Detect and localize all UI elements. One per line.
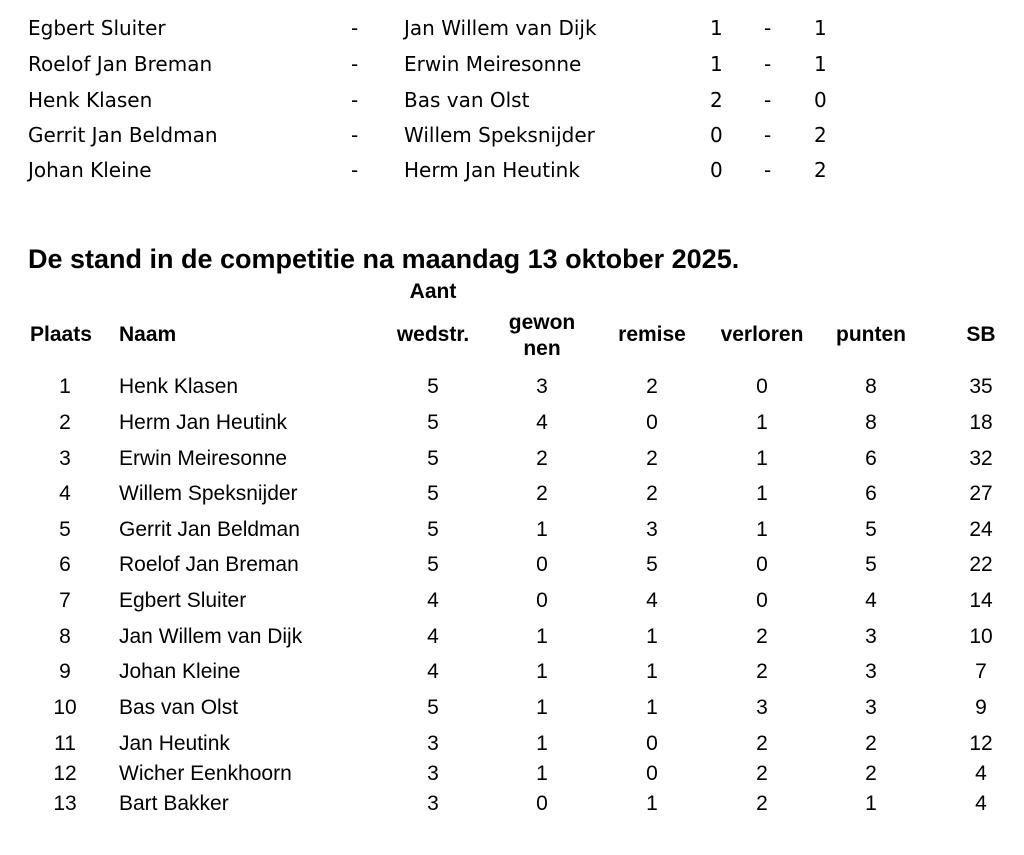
won-cell: 1 [536,660,548,683]
played-cell: 5 [427,696,439,719]
drawn-cell: 1 [646,696,658,719]
drawn-cell: 2 [646,375,658,398]
header-played-line2: wedstr. [396,323,470,346]
played-cell: 3 [427,732,439,755]
points-cell: 8 [865,375,877,398]
away-player: Jan Willem van Dijk [404,16,597,40]
played-cell: 5 [427,375,439,398]
name-cell: Roelof Jan Breman [119,553,299,576]
name-cell: Willem Speksnijder [119,482,298,505]
lost-cell: 2 [756,660,768,683]
rank-cell: 12 [53,762,77,785]
drawn-cell: 1 [646,792,658,815]
sb-cell: 24 [969,518,993,541]
played-cell: 5 [427,447,439,470]
away-player: Herm Jan Heutink [404,158,580,182]
header-won-line2: nen [523,337,561,360]
away-player: Erwin Meiresonne [404,52,582,76]
table-row [0,375,1024,409]
home-player: Gerrit Jan Beldman [28,123,218,147]
score-separator: - [764,123,772,147]
sb-cell: 18 [969,411,993,434]
home-score: 0 [710,123,723,147]
name-cell: Gerrit Jan Beldman [119,518,300,541]
won-cell: 1 [536,625,548,648]
table-row [0,762,1024,796]
played-cell: 4 [427,660,439,683]
rank-cell: 1 [59,375,71,398]
header-sb: SB [966,323,996,346]
table-row [0,732,1024,766]
table-row [0,482,1024,516]
rank-cell: 11 [54,732,76,755]
rank-cell: 13 [53,792,77,815]
played-cell: 3 [427,762,439,785]
points-cell: 2 [865,732,877,755]
won-cell: 2 [536,482,548,505]
score-separator: - [764,158,772,182]
drawn-cell: 1 [646,660,658,683]
won-cell: 0 [536,792,548,815]
played-cell: 5 [427,482,439,505]
won-cell: 2 [536,447,548,470]
table-row [0,696,1024,730]
header-lost: verloren [720,323,804,346]
rank-cell: 4 [59,482,71,505]
home-player: Johan Kleine [28,158,152,182]
match-row [0,16,1024,52]
table-row [0,447,1024,481]
won-cell: 1 [536,696,548,719]
away-score: 2 [814,123,827,147]
away-score: 0 [814,88,827,112]
sb-cell: 27 [969,482,993,505]
table-row [0,660,1024,694]
versus-separator: - [351,88,359,112]
points-cell: 5 [865,553,877,576]
played-cell: 5 [427,518,439,541]
sb-cell: 12 [969,732,993,755]
rank-cell: 7 [59,589,71,612]
lost-cell: 0 [756,553,768,576]
played-cell: 5 [427,553,439,576]
drawn-cell: 2 [646,482,658,505]
points-cell: 3 [865,696,877,719]
rank-cell: 10 [53,696,77,719]
played-cell: 4 [427,625,439,648]
played-cell: 4 [427,589,439,612]
versus-separator: - [351,158,359,182]
name-cell: Herm Jan Heutink [119,411,288,434]
sb-cell: 35 [969,375,993,398]
drawn-cell: 0 [646,411,658,434]
header-won-line1: gewon [508,311,576,334]
won-cell: 0 [536,553,548,576]
home-score: 0 [710,158,723,182]
drawn-cell: 2 [646,447,658,470]
won-cell: 0 [536,589,548,612]
name-cell: Johan Kleine [119,660,241,683]
won-cell: 1 [536,762,548,785]
lost-cell: 2 [756,732,768,755]
rank-cell: 2 [59,411,71,434]
name-cell: Henk Klasen [119,375,239,398]
sb-cell: 4 [975,762,987,785]
versus-separator: - [351,16,359,40]
standings-title: De stand in de competitie na maandag 13 oktober 2025. [28,244,740,274]
match-row [0,123,1024,159]
header-played-line1: Aant [409,280,457,303]
sb-cell: 32 [969,447,993,470]
table-row [0,589,1024,623]
points-cell: 1 [865,792,877,815]
sb-cell: 9 [975,696,987,719]
home-player: Henk Klasen [28,88,153,112]
drawn-cell: 3 [646,518,658,541]
home-score: 1 [710,52,723,76]
table-row [0,553,1024,587]
drawn-cell: 5 [646,553,658,576]
name-cell: Jan Willem van Dijk [119,625,303,648]
points-cell: 4 [865,589,877,612]
name-cell: Jan Heutink [119,732,230,755]
rank-cell: 6 [59,553,71,576]
away-player: Bas van Olst [404,88,530,112]
away-score: 2 [814,158,827,182]
drawn-cell: 0 [646,732,658,755]
lost-cell: 1 [756,482,768,505]
match-row [0,158,1024,194]
home-score: 1 [710,16,723,40]
rank-cell: 5 [59,518,71,541]
match-row [0,52,1024,88]
versus-separator: - [351,123,359,147]
header-drawn: remise [618,323,686,346]
sb-cell: 7 [975,660,987,683]
table-row [0,411,1024,445]
name-cell: Bart Bakker [119,792,229,815]
played-cell: 3 [427,792,439,815]
lost-cell: 2 [756,625,768,648]
lost-cell: 3 [756,696,768,719]
name-cell: Wicher Eenkhoorn [119,762,292,785]
table-row [0,792,1024,826]
drawn-cell: 1 [646,625,658,648]
score-separator: - [764,88,772,112]
points-cell: 5 [865,518,877,541]
header-points: punten [836,323,906,346]
table-row [0,625,1024,659]
drawn-cell: 0 [646,762,658,785]
rank-cell: 9 [59,660,71,683]
lost-cell: 0 [756,589,768,612]
drawn-cell: 4 [646,589,658,612]
sb-cell: 22 [969,553,993,576]
name-cell: Erwin Meiresonne [119,447,288,470]
name-cell: Bas van Olst [119,696,239,719]
lost-cell: 1 [756,411,768,434]
won-cell: 1 [536,732,548,755]
sb-cell: 4 [975,792,987,815]
header-rank: Plaats [30,323,92,346]
points-cell: 6 [865,447,877,470]
score-separator: - [764,52,772,76]
won-cell: 3 [536,375,548,398]
lost-cell: 1 [756,518,768,541]
home-score: 2 [710,88,723,112]
table-row [0,518,1024,552]
sb-cell: 14 [969,589,993,612]
lost-cell: 0 [756,375,768,398]
sb-cell: 10 [969,625,993,648]
points-cell: 6 [865,482,877,505]
lost-cell: 1 [756,447,768,470]
points-cell: 2 [865,762,877,785]
won-cell: 1 [536,518,548,541]
match-row [0,88,1024,124]
points-cell: 8 [865,411,877,434]
lost-cell: 2 [756,762,768,785]
home-player: Egbert Sluiter [28,16,166,40]
won-cell: 4 [536,411,548,434]
points-cell: 3 [865,625,877,648]
away-player: Willem Speksnijder [404,123,595,147]
away-score: 1 [814,16,827,40]
home-player: Roelof Jan Breman [28,52,213,76]
versus-separator: - [351,52,359,76]
played-cell: 5 [427,411,439,434]
rank-cell: 8 [59,625,71,648]
header-name: Naam [119,323,177,346]
points-cell: 3 [865,660,877,683]
rank-cell: 3 [59,447,71,470]
name-cell: Egbert Sluiter [119,589,247,612]
score-separator: - [764,16,772,40]
away-score: 1 [814,52,827,76]
lost-cell: 2 [756,792,768,815]
